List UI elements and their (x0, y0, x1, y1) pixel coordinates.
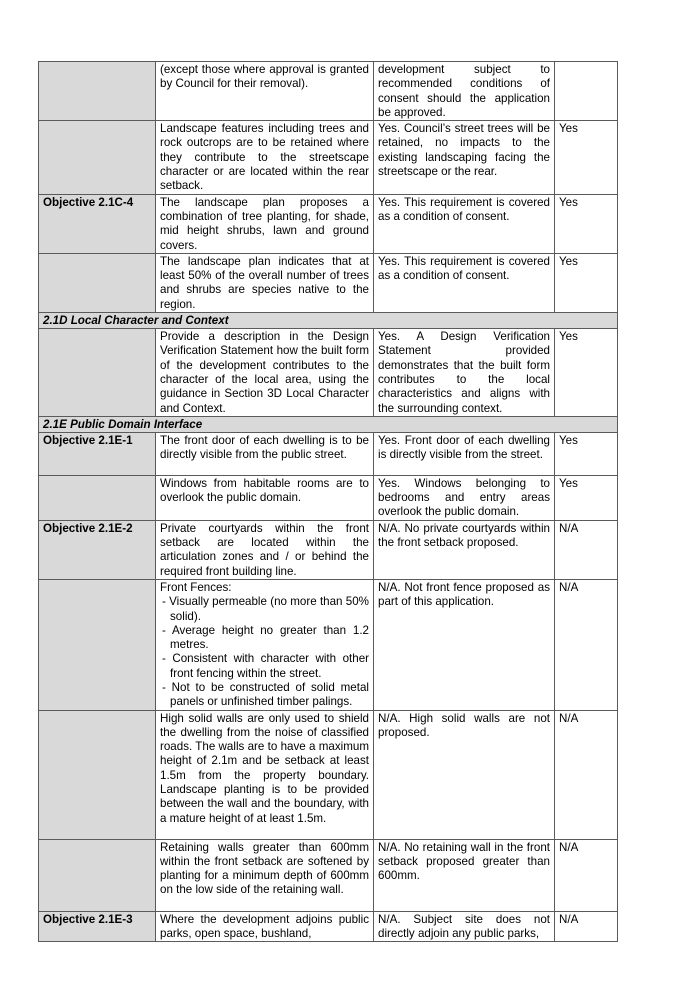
requirement-cell: (except those where approval is granted by Council for their removal). (156, 62, 374, 121)
list-item: - Consistent with character with other front fencing within the street. (162, 652, 369, 680)
compliance-cell: N/A (555, 520, 618, 579)
objective-cell (39, 839, 156, 911)
objective-cell (39, 253, 156, 312)
response-cell: N/A. No private courtyards within the front setback proposed. (374, 520, 555, 579)
list-item: - Not to be constructed of solid metal panels or unfinished timber palings. (162, 680, 369, 709)
objective-cell (39, 710, 156, 839)
compliance-cell: Yes (555, 329, 618, 417)
table-row (39, 329, 618, 417)
objective-cell (39, 121, 156, 194)
response-cell: development subject to recommended conditions of consent should the application be approved. (374, 62, 555, 121)
response-cell: Yes. This requirement is covered as a condition of consent. (374, 194, 555, 253)
table-row (39, 432, 618, 475)
section-header-row (39, 416, 618, 432)
table-row (39, 579, 618, 710)
compliance-cell: N/A (555, 579, 618, 710)
compliance-cell: Yes (555, 194, 618, 253)
list-item: - Average height no greater than 1.2 metres. (162, 623, 369, 652)
objective-cell (39, 329, 156, 417)
response-cell: N/A. High solid walls are not proposed. (374, 710, 555, 839)
requirement-cell: Private courtyards within the front setback are located within the articulation zones and / or behind the required front building line. (156, 520, 374, 579)
table-row (39, 520, 618, 579)
objective-cell: Objective 2.1C-4 (39, 194, 156, 253)
response-cell: Yes. Front door of each dwelling is directly visible from the street. (374, 432, 555, 475)
response-cell: Yes. A Design Verification Statement provided demonstrates that the built form contributes to the local characteristics and aligns with the surrounding context. (374, 329, 555, 417)
requirement-cell: The landscape plan proposes a combination of tree planting, for shade, mid height shrubs, lawn and ground covers. (156, 194, 374, 253)
response-cell: N/A. No retaining wall in the front setback proposed greater than 600mm. (374, 839, 555, 911)
requirement-cell: The landscape plan indicates that at least 50% of the overall number of trees and shrubs are species native to the region. (156, 253, 374, 312)
front-fences-list (160, 595, 369, 709)
section-heading: 2.1E Public Domain Interface (39, 416, 618, 432)
table-row (39, 475, 618, 520)
requirement-cell: Provide a description in the Design Verification Statement how the built form of the development contributes to the character of the local area, using the guidance in Section 3D Local Character and Context. (156, 329, 374, 417)
requirement-cell: Landscape features including trees and rock outcrops are to be retained where they contribute to the streetscape character or are located within the rear setback. (156, 121, 374, 194)
response-cell: Yes. Windows belonging to bedrooms and entry areas overlook the public domain. (374, 475, 555, 520)
compliance-cell: Yes (555, 432, 618, 475)
table-row (39, 62, 618, 121)
response-cell: N/A. Not front fence proposed as part of this application. (374, 579, 555, 710)
response-cell: Yes. Council’s street trees will be retained, no impacts to the existing landscaping facing the streetscape or the rear. (374, 121, 555, 194)
section-heading: 2.1D Local Character and Context (39, 313, 618, 329)
table-row (39, 253, 618, 312)
compliance-cell (555, 62, 618, 121)
response-cell: Yes. This requirement is covered as a condition of consent. (374, 253, 555, 312)
compliance-cell: N/A (555, 710, 618, 839)
compliance-cell: Yes (555, 475, 618, 520)
requirement-cell: Windows from habitable rooms are to overlook the public domain. (156, 475, 374, 520)
list-item: - Visually permeable (no more than 50% solid). (162, 595, 369, 623)
objective-cell: Objective 2.1E-1 (39, 432, 156, 475)
table-row (39, 839, 618, 911)
requirement-cell: Retaining walls greater than 600mm within the front setback are softened by planting for a minimum depth of 600mm on the low side of the retaining wall. (156, 839, 374, 911)
objective-cell (39, 475, 156, 520)
compliance-cell: N/A (555, 839, 618, 911)
compliance-cell: Yes (555, 121, 618, 194)
compliance-cell: Yes (555, 253, 618, 312)
objective-cell: Objective 2.1E-3 (39, 911, 156, 942)
requirement-cell: High solid walls are only used to shield the dwelling from the noise of classified roads. The walls are to have a maximum height of 2.1m and be setback at least 1.5m from the property boundary. Landscape planting is to be provided between the wall and the boundary, with a mature height of at least 1.5m. (156, 710, 374, 839)
objective-cell (39, 62, 156, 121)
requirement-cell: Where the development adjoins public parks, open space, bushland, (156, 911, 374, 942)
front-fences-title: Front Fences: (160, 580, 232, 594)
section-header-row (39, 313, 618, 329)
compliance-table (38, 61, 618, 942)
requirement-cell: The front door of each dwelling is to be directly visible from the public street. (156, 432, 374, 475)
compliance-cell: N/A (555, 911, 618, 942)
table-row (39, 710, 618, 839)
table-row (39, 194, 618, 253)
table-row (39, 911, 618, 942)
table-row (39, 121, 618, 194)
response-cell: N/A. Subject site does not directly adjoin any public parks, (374, 911, 555, 942)
objective-cell (39, 579, 156, 710)
objective-cell: Objective 2.1E-2 (39, 520, 156, 579)
requirement-cell (156, 579, 374, 710)
